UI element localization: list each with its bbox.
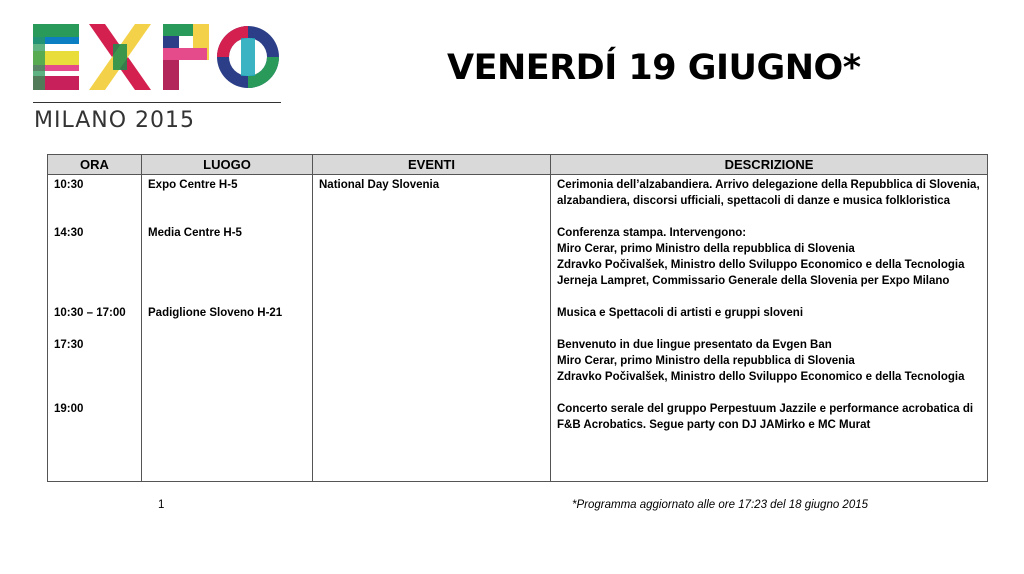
update-note: *Programma aggiornato alle ore 17:23 del 18 giugno 2015 [572,499,869,511]
descrizione-line: Benvenuto in due lingue presentato da Evgen Ban [557,339,832,351]
descrizione-line: Zdravko Počivalšek, Ministro dello Sviluppo Economico e della Tecnologia [557,371,965,383]
descrizione-line: Concerto serale del gruppo Perpestuum Jazzile e performance acrobatica di [557,403,974,415]
page-title: VENERDÍ 19 GIUGNO* [447,48,861,88]
descrizione-line: Miro Cerar, primo Ministro della repubblica di Slovenia [557,355,855,367]
table-row [48,175,988,482]
luogo-cell: Expo Centre H-5 [148,179,238,191]
descrizione-line: Musica e Spettacoli di artisti e gruppi sloveni [557,307,804,319]
ora-cell: 10:30 [54,179,84,191]
header-descrizione: DESCRIZIONE [551,155,988,175]
luogo-cell: Media Centre H-5 [148,227,242,239]
header-eventi: EVENTI [313,155,551,175]
descrizione-line: Zdravko Počivalšek, Ministro dello Sviluppo Economico e della Tecnologia [557,259,965,271]
eventi-cell: National Day Slovenia [319,179,440,191]
descrizione-column [551,175,988,482]
ora-cell: 17:30 [54,339,84,351]
descrizione-line: Cerimonia dell’alzabandiera. Arrivo delegazione della Repubblica di Slovenia, [557,179,980,191]
ora-cell: 14:30 [54,227,84,239]
ora-cell: 19:00 [54,403,84,415]
header-ora: ORA [48,155,142,175]
luogo-cell: Padiglione Sloveno H-21 [148,307,283,319]
descrizione-line: F&B Acrobatics. Segue party con DJ JAMirko e MC Murat [557,419,871,431]
luogo-column [142,175,313,482]
descrizione-line: Miro Cerar, primo Ministro della repubblica di Slovenia [557,243,855,255]
eventi-column [313,175,551,482]
expo-milano-logo [33,22,283,132]
ora-cell: 10:30 – 17:00 [54,307,126,319]
descrizione-line: Conferenza stampa. Intervengono: [557,227,747,239]
table-header-row [48,155,988,175]
header-luogo: LUOGO [142,155,313,175]
descrizione-line: alzabandiera, discorsi ufficiali, spettacoli di danze e musica folkloristica [557,195,951,207]
page-number: 1 [158,499,165,511]
logo-subtitle: MILANO 2015 [34,108,196,133]
schedule-table [47,154,988,482]
logo-divider [33,102,281,103]
ora-column [48,175,142,482]
descrizione-line: Jerneja Lampret, Commissario Generale della Slovenia per Expo Milano [557,275,950,287]
expo-wordmark-graphic [33,22,283,94]
